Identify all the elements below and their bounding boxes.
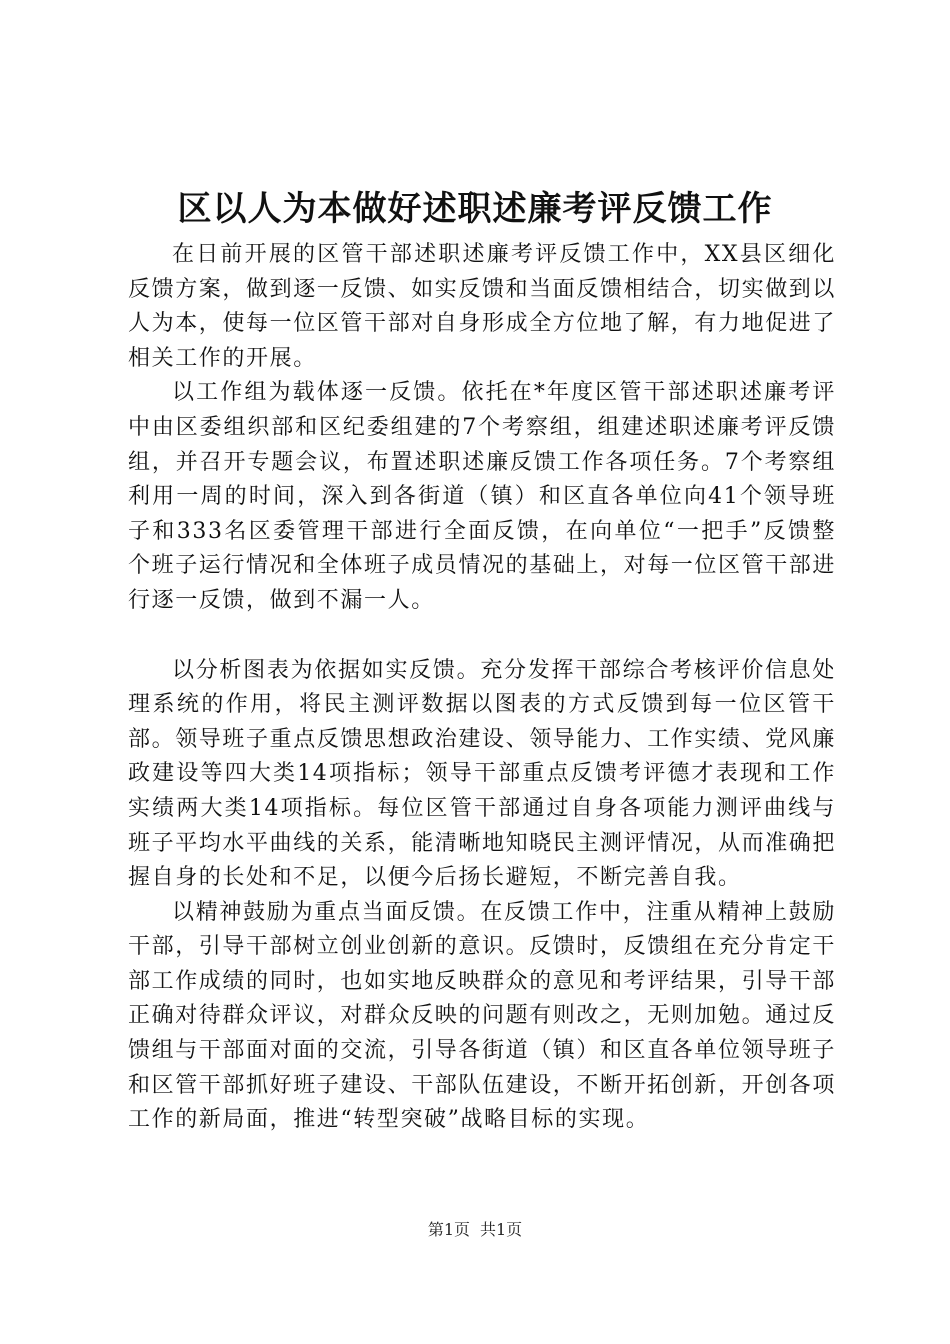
page-number-current: 第1页 (427, 1220, 470, 1239)
paragraph-intro: 在日前开展的区管干部述职述廉考评反馈工作中，XX县区细化反馈方案，做到逐一反馈、如实反馈和当面反馈相结合，切实做到以人为本，使每一位区管干部对自身形成全方位地了解，有力地促进了相关工作的开展。 (128, 242, 837, 371)
page-footer (0, 1219, 950, 1241)
document-title: 区以人为本做好述职述廉考评反馈工作 (177, 189, 773, 229)
paragraph-chart-analysis: 以分析图表为依据如实反馈。充分发挥干部综合考核评价信息处理系统的作用，将民主测评数据以图表的方式反馈到每一位区管干部。领导班子重点反馈思想政治建设、领导能力、工作实绩、党风廉政建设等四大类14项指标；领导干部重点反馈考评德才表现和工作实绩两大类14项指标。每位区管干部通过自身各项能力测评曲线与班子平均水平曲线的关系，能清晰地知晓民主测评情况，从而准确把握自身的长处和不足，以便今后扬长避短，不断完善自我。 (128, 657, 837, 891)
page-number-total: 共1页 (480, 1220, 523, 1239)
paragraph-working-group: 以工作组为载体逐一反馈。依托在*年度区管干部述职述廉考评中由区委组织部和区纪委组建的7个考察组，组建述职述廉考评反馈组，并召开专题会议，布置述职述廉反馈工作各项任务。7个考察组利用一周的时间，深入到各街道（镇）和区直各单位向41个领导班子和333名区委管理干部进行全面反馈，在向单位“一把手”反馈整个班子运行情况和全体班子成员情况的基础上，对每一位区管干部进行逐一反馈，做到不漏一人。 (128, 380, 837, 613)
paragraph-face-to-face: 以精神鼓励为重点当面反馈。在反馈工作中，注重从精神上鼓励干部，引导干部树立创业创新的意识。反馈时，反馈组在充分肯定干部工作成绩的同时，也如实地反映群众的意见和考评结果，引导干部正确对待群众评议，对群众反映的问题有则改之，无则加勉。通过反馈组与干部面对面的交流，引导各街道（镇）和区直各单位领导班子和区管干部抓好班子建设、干部队伍建设，不断开拓创新，开创各项工作的新局面，推进“转型突破”战略目标的实现。 (128, 899, 837, 1133)
document-body (128, 238, 836, 1138)
